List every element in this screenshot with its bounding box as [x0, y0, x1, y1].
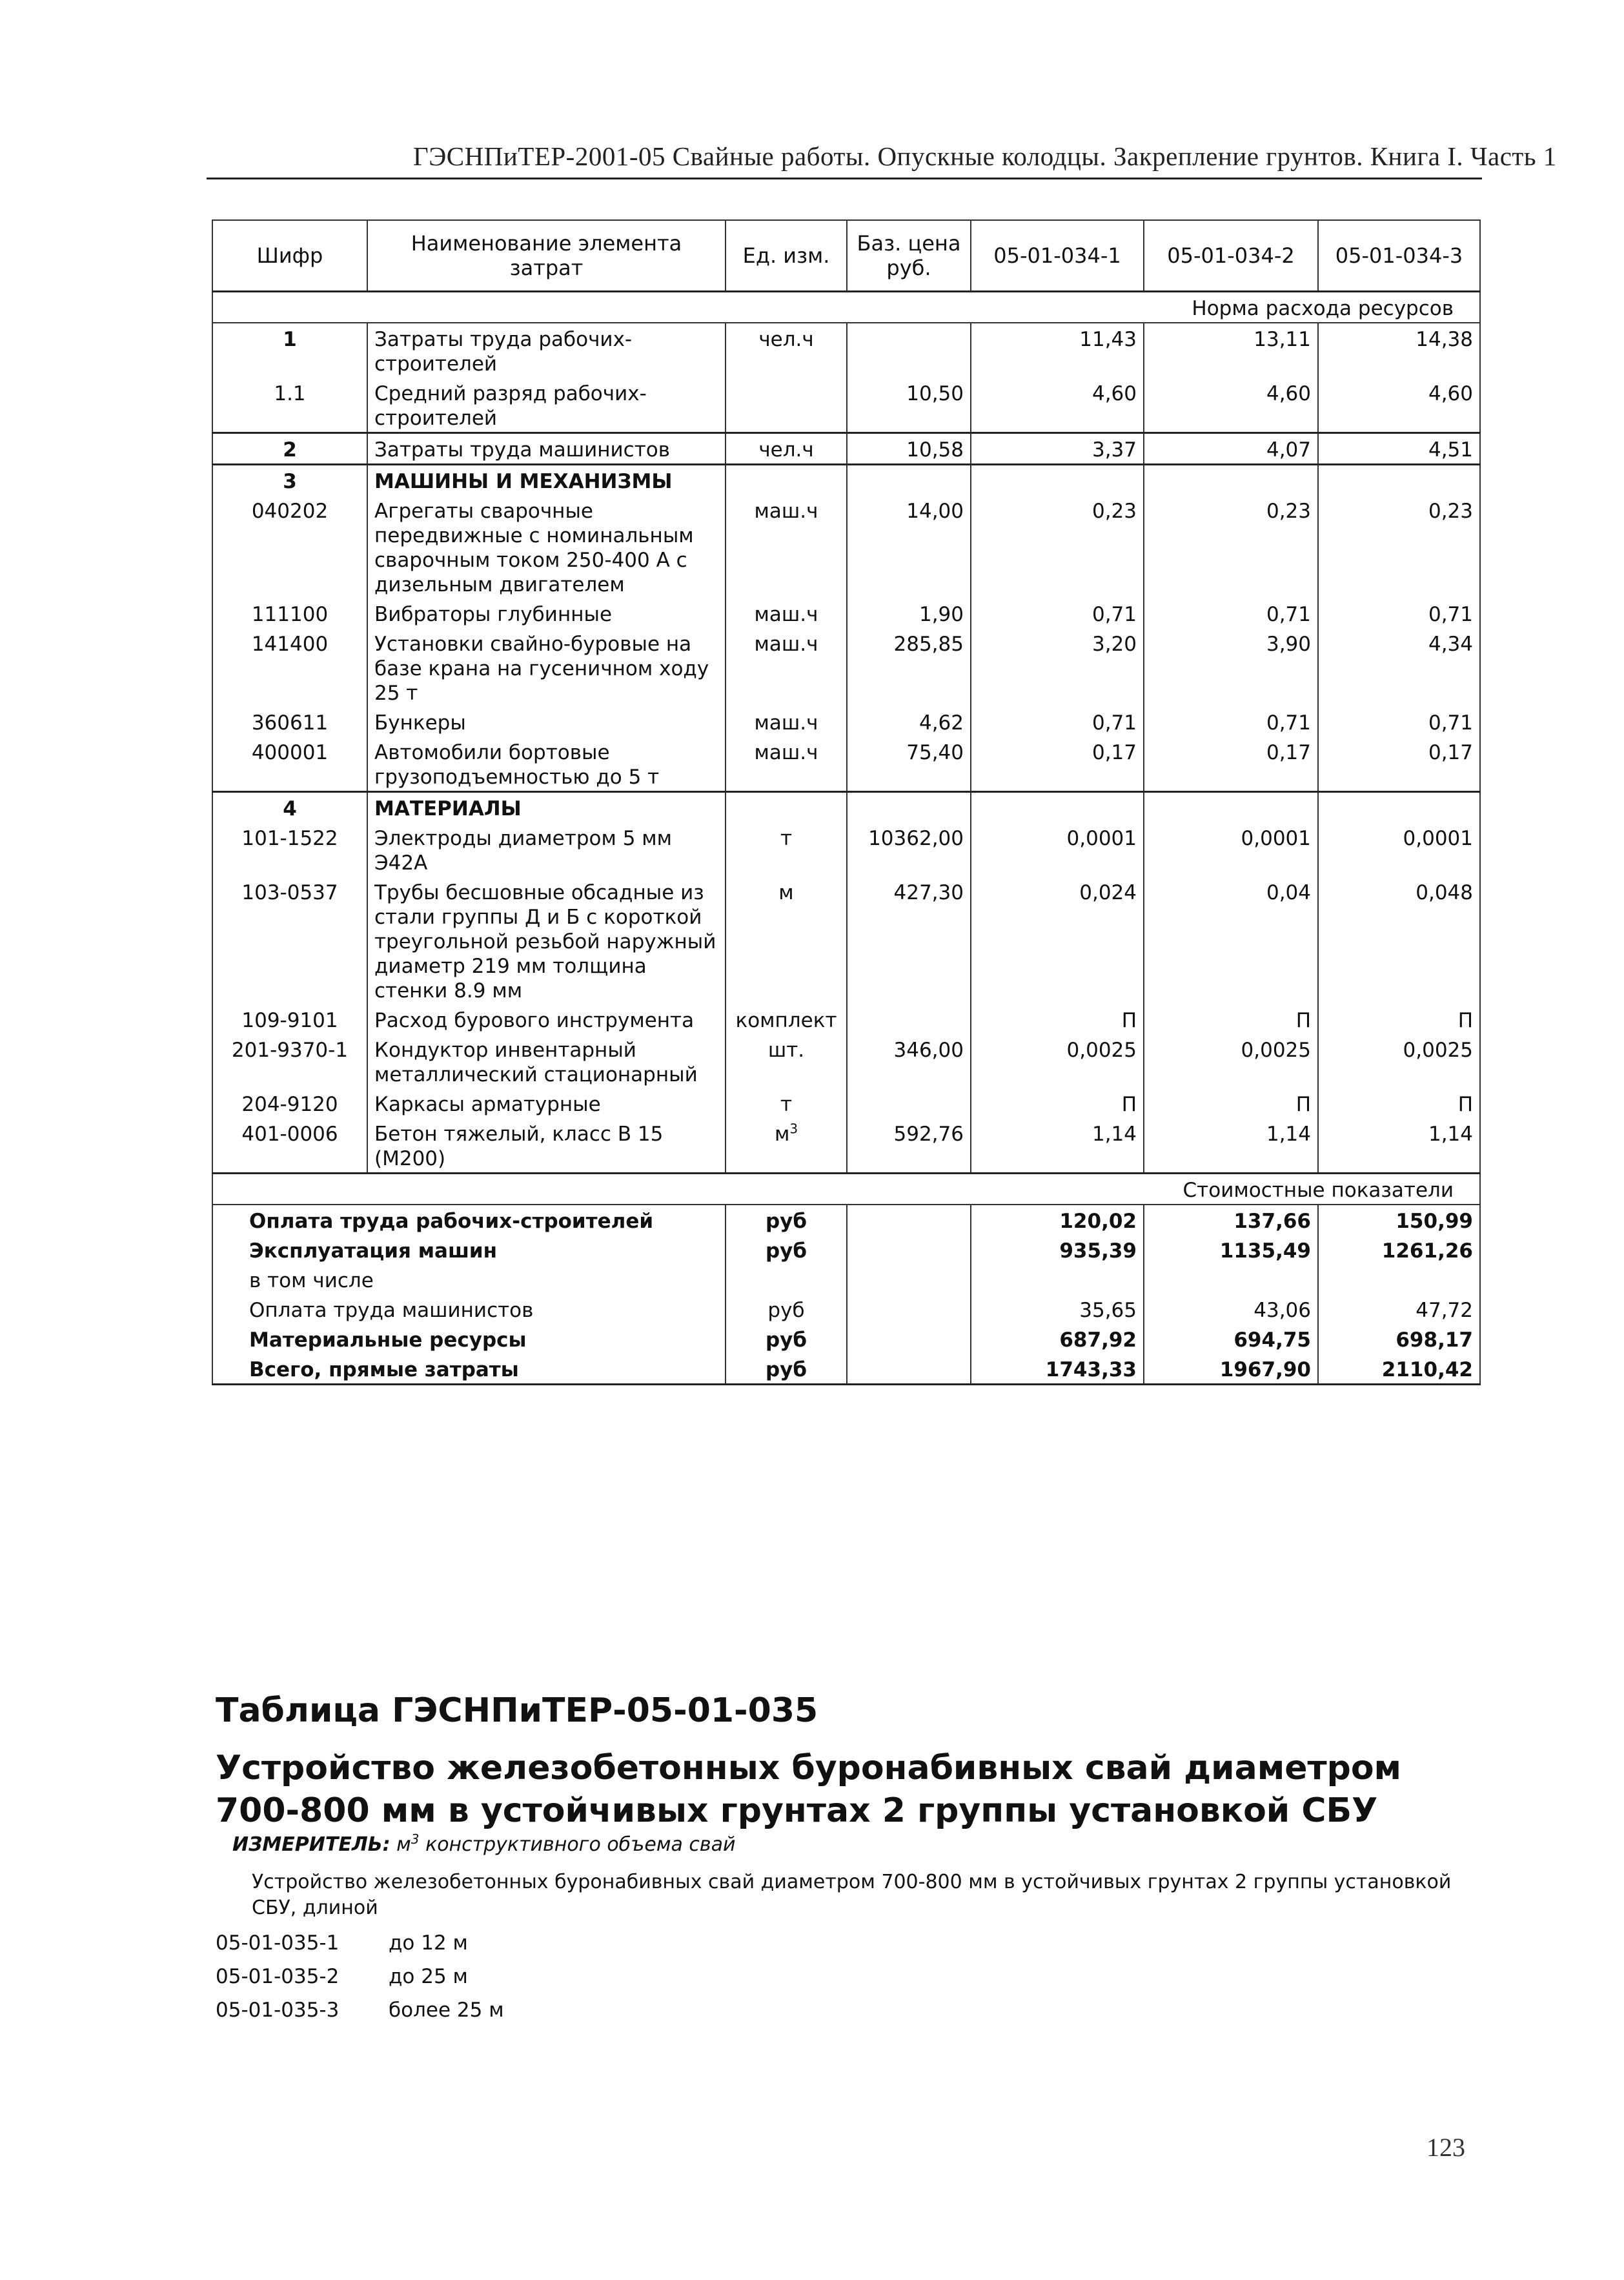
header-rule: [207, 178, 1482, 179]
table-row: [212, 323, 1480, 378]
row-code: 109-9101: [212, 1004, 367, 1034]
row-code: 401-0006: [212, 1118, 367, 1174]
cost-unit: руб: [726, 1324, 847, 1354]
meter-unit: $м^3$: [396, 1831, 420, 1856]
row-value-1: 4,60: [971, 378, 1144, 433]
cost-value-3: 150,99: [1318, 1205, 1480, 1235]
row-name: Агрегаты сварочные передвижные с номинальным сварочным током 250-400 А с дизельным двигателем: [367, 495, 726, 598]
row-value-2: 0,17: [1144, 737, 1318, 792]
next-table-title: Таблица ГЭСНПиТЕР-05-01-035: [216, 1691, 818, 1730]
cost-row: [212, 1354, 1480, 1385]
table-row: [212, 598, 1480, 628]
row-value-1: 3,37: [971, 433, 1144, 465]
row-name: Каркасы арматурные: [367, 1088, 726, 1118]
row-code: 2: [212, 433, 367, 465]
cost-value-3: 698,17: [1318, 1324, 1480, 1354]
row-unit: маш.ч: [726, 737, 847, 792]
header-code: Шифр: [212, 220, 367, 292]
row-value-2: П: [1144, 1004, 1318, 1034]
row-price: 75,40: [847, 737, 971, 792]
row-price: 1,90: [847, 598, 971, 628]
row-price: 346,00: [847, 1034, 971, 1088]
variant-code: 05-01-035-2: [216, 1965, 340, 1988]
row-name: Расход бурового инструмента: [367, 1004, 726, 1034]
header-name: Наименование элемента затрат: [367, 220, 726, 292]
row-code: 204-9120: [212, 1088, 367, 1118]
norm-label-row: [212, 292, 1480, 323]
variant-text: более 25 м: [389, 1999, 504, 2022]
cost-value-1: 35,65: [971, 1294, 1144, 1324]
cost-label: Стоимостные показатели: [212, 1174, 1480, 1205]
row-name: Установки свайно-буровые на базе крана на гусеничном ходу 25 т: [367, 628, 726, 707]
row-value-1: 0,024: [971, 877, 1144, 1004]
table-row: [212, 707, 1480, 737]
cost-name: Всего, прямые затраты: [212, 1354, 726, 1385]
table-row: [212, 628, 1480, 707]
norm-label: Норма расхода ресурсов: [212, 292, 1480, 323]
meter-text: конструктивного объема свай: [425, 1833, 736, 1856]
row-name: Затраты труда рабочих-строителей: [367, 323, 726, 378]
row-name: Электроды диаметром 5 мм Э42А: [367, 822, 726, 877]
list-item: [216, 1926, 504, 1960]
row-code: 111100: [212, 598, 367, 628]
variant-text: до 25 м: [389, 1965, 468, 1988]
row-value-3: П: [1318, 1088, 1480, 1118]
row-value-3: 4,34: [1318, 628, 1480, 707]
cost-label-row: [212, 1174, 1480, 1205]
header-col3: 05-01-034-3: [1318, 220, 1480, 292]
cost-row: [212, 1294, 1480, 1324]
row-price: 14,00: [847, 495, 971, 598]
meter-line: [232, 1833, 735, 1856]
cost-unit: руб: [726, 1205, 847, 1235]
row-value-2: 3,90: [1144, 628, 1318, 707]
row-price: 4,62: [847, 707, 971, 737]
row-unit: $м^3$: [726, 1118, 847, 1174]
row-value-3: 0,23: [1318, 495, 1480, 598]
row-unit: маш.ч: [726, 495, 847, 598]
cost-value-3: 2110,42: [1318, 1354, 1480, 1385]
row-unit: шт.: [726, 1034, 847, 1088]
row-value-2: 4,60: [1144, 378, 1318, 433]
row-code: 1.1: [212, 378, 367, 433]
row-unit: т: [726, 1088, 847, 1118]
table-row: [212, 737, 1480, 792]
row-value-3: 4,51: [1318, 433, 1480, 465]
row-code: 101-1522: [212, 822, 367, 877]
row-price: 10,50: [847, 378, 971, 433]
row-price: 427,30: [847, 877, 971, 1004]
table-row: [212, 1118, 1480, 1174]
resource-norms-table: [212, 219, 1481, 1385]
cost-value-1: 1743,33: [971, 1354, 1144, 1385]
cost-value-3: 47,72: [1318, 1294, 1480, 1324]
header-col1: 05-01-034-1: [971, 220, 1144, 292]
row-name: МАТЕРИАЛЫ: [367, 792, 726, 823]
row-unit: маш.ч: [726, 598, 847, 628]
row-value-1: 0,23: [971, 495, 1144, 598]
cost-row: [212, 1235, 1480, 1265]
row-price: [847, 323, 971, 378]
row-code: 1: [212, 323, 367, 378]
section-row-materials: [212, 792, 1480, 823]
row-value-2: 0,04: [1144, 877, 1318, 1004]
header-col2: 05-01-034-2: [1144, 220, 1318, 292]
cost-value-2: 1967,90: [1144, 1354, 1318, 1385]
list-item: [216, 1993, 504, 2027]
row-value-2: 0,0001: [1144, 822, 1318, 877]
row-value-3: 0,048: [1318, 877, 1480, 1004]
cost-unit: руб: [726, 1294, 847, 1324]
row-code: 201-9370-1: [212, 1034, 367, 1088]
table-row: [212, 822, 1480, 877]
section-row-machines: [212, 465, 1480, 496]
row-value-3: 0,0025: [1318, 1034, 1480, 1088]
variant-text: до 12 м: [389, 1931, 468, 1955]
row-name: Трубы бесшовные обсадные из стали группы Д и Б с короткой треугольной резьбой наружный диаметр 219 мм толщина стенки 8.9 мм: [367, 877, 726, 1004]
cost-value-1: 687,92: [971, 1324, 1144, 1354]
table-row: [212, 378, 1480, 433]
row-unit: маш.ч: [726, 707, 847, 737]
cost-name: Оплата труда машинистов: [212, 1294, 726, 1324]
row-code: 040202: [212, 495, 367, 598]
row-value-1: 3,20: [971, 628, 1144, 707]
row-name: Затраты труда машинистов: [367, 433, 726, 465]
row-price: 10362,00: [847, 822, 971, 877]
row-code: 141400: [212, 628, 367, 707]
meter-label: ИЗМЕРИТЕЛЬ:: [232, 1833, 391, 1856]
row-value-3: 1,14: [1318, 1118, 1480, 1174]
variant-code: 05-01-035-1: [216, 1931, 340, 1955]
page-number: 123: [1426, 2133, 1465, 2162]
table-row: [212, 433, 1480, 465]
table-row: [212, 1004, 1480, 1034]
cost-row: [212, 1324, 1480, 1354]
cost-value-2: 43,06: [1144, 1294, 1318, 1324]
cost-unit: руб: [726, 1354, 847, 1385]
row-price: [847, 1004, 971, 1034]
row-value-3: 0,71: [1318, 707, 1480, 737]
variant-code: 05-01-035-3: [216, 1999, 340, 2022]
row-name: МАШИНЫ И МЕХАНИЗМЫ: [367, 465, 726, 496]
row-code: 103-0537: [212, 877, 367, 1004]
cost-name: Оплата труда рабочих-строителей: [212, 1205, 726, 1235]
row-unit: м: [726, 877, 847, 1004]
row-unit: маш.ч: [726, 628, 847, 707]
row-value-1: П: [971, 1004, 1144, 1034]
cost-value-3: 1261,26: [1318, 1235, 1480, 1265]
row-value-2: 0,0025: [1144, 1034, 1318, 1088]
row-value-1: 0,71: [971, 707, 1144, 737]
row-name: Бункеры: [367, 707, 726, 737]
row-value-1: 1,14: [971, 1118, 1144, 1174]
cost-value-2: 694,75: [1144, 1324, 1318, 1354]
row-value-2: 1,14: [1144, 1118, 1318, 1174]
row-value-2: 4,07: [1144, 433, 1318, 465]
row-name: Автомобили бортовые грузоподъемностью до 5 т: [367, 737, 726, 792]
table-row: [212, 1034, 1480, 1088]
row-unit: комплект: [726, 1004, 847, 1034]
table-header-row: [212, 220, 1480, 292]
row-value-2: 0,23: [1144, 495, 1318, 598]
row-unit: чел.ч: [726, 433, 847, 465]
cost-name: в том числе: [212, 1265, 726, 1294]
row-value-2: П: [1144, 1088, 1318, 1118]
table-row: [212, 495, 1480, 598]
row-unit: т: [726, 822, 847, 877]
row-value-1: 0,0001: [971, 822, 1144, 877]
row-value-3: П: [1318, 1004, 1480, 1034]
row-price: [847, 1088, 971, 1118]
cost-name: Материальные ресурсы: [212, 1324, 726, 1354]
running-header: ГЭСНПиТЕР-2001-05 Свайные работы. Опускные колодцы. Закрепление грунтов. Книга I. Часть 1: [413, 141, 1557, 171]
cost-value-1: 935,39: [971, 1235, 1144, 1265]
row-value-1: 11,43: [971, 323, 1144, 378]
header-price: Баз. цена руб.: [847, 220, 971, 292]
row-value-3: 0,0001: [1318, 822, 1480, 877]
row-price: 285,85: [847, 628, 971, 707]
row-value-1: 0,71: [971, 598, 1144, 628]
row-value-3: 4,60: [1318, 378, 1480, 433]
row-name: Бетон тяжелый, класс В 15 (М200): [367, 1118, 726, 1174]
row-name: Средний разряд рабочих-строителей: [367, 378, 726, 433]
next-table-subtitle: Устройство железобетонных буронабивных свай диаметром 700-800 мм в устойчивых грунтах 2 группы установкой СБУ: [216, 1749, 1402, 1830]
cost-name: Эксплуатация машин: [212, 1235, 726, 1265]
variants-list: [216, 1926, 504, 2027]
cost-unit: руб: [726, 1235, 847, 1265]
row-code: 400001: [212, 737, 367, 792]
row-value-1: 0,0025: [971, 1034, 1144, 1088]
row-name: Вибраторы глубинные: [367, 598, 726, 628]
cost-value-2: 137,66: [1144, 1205, 1318, 1235]
row-value-3: 0,71: [1318, 598, 1480, 628]
table-row: [212, 1088, 1480, 1118]
cost-value-2: 1135,49: [1144, 1235, 1318, 1265]
work-description: Устройство железобетонных буронабивных свай диаметром 700-800 мм в устойчивых грунтах 2 группы установкой СБУ, длиной: [252, 1871, 1452, 1919]
row-code: 4: [212, 792, 367, 823]
row-name: Кондуктор инвентарный металлический стационарный: [367, 1034, 726, 1088]
row-value-3: 0,17: [1318, 737, 1480, 792]
row-value-2: 13,11: [1144, 323, 1318, 378]
row-price: 592,76: [847, 1118, 971, 1174]
row-value-1: П: [971, 1088, 1144, 1118]
row-code: 360611: [212, 707, 367, 737]
row-value-3: 14,38: [1318, 323, 1480, 378]
cost-row: [212, 1205, 1480, 1235]
row-price: 10,58: [847, 433, 971, 465]
row-unit: чел.ч: [726, 323, 847, 378]
row-unit: [726, 378, 847, 433]
row-code: 3: [212, 465, 367, 496]
cost-row: [212, 1265, 1480, 1294]
row-value-2: 0,71: [1144, 598, 1318, 628]
row-value-1: 0,17: [971, 737, 1144, 792]
row-value-2: 0,71: [1144, 707, 1318, 737]
cost-value-1: 120,02: [971, 1205, 1144, 1235]
header-unit: Ед. изм.: [726, 220, 847, 292]
table-row: [212, 877, 1480, 1004]
list-item: [216, 1960, 504, 1993]
